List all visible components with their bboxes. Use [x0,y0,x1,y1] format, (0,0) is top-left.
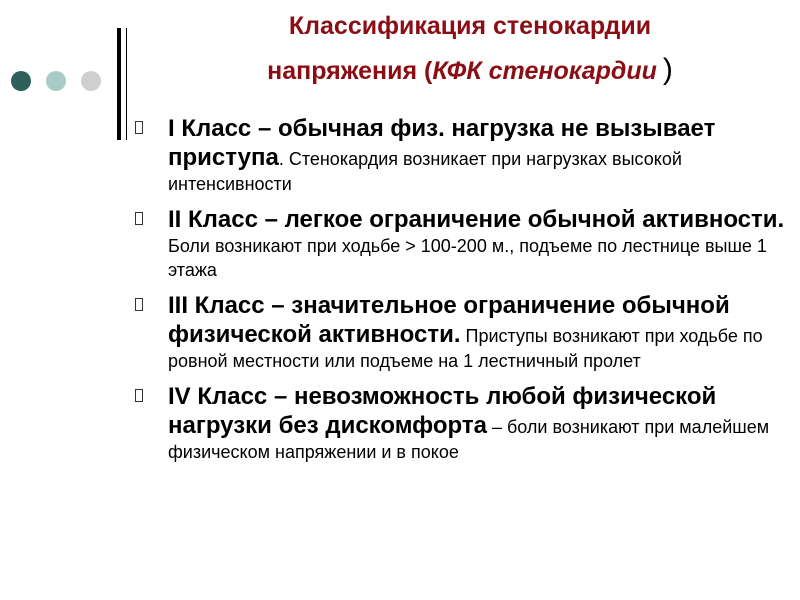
gray-dot [81,71,101,91]
light-teal-dot [46,71,66,91]
class-description: – боли возникают при малейшем физическом напряжении и в покое [168,417,770,462]
class-description: Приступы возникают при ходьбе по ровной местности или подъеме на 1 лестничный пролет [168,326,763,371]
title-line-2 [150,48,790,93]
class-heading: I Класс – обычная физ. нагрузка не вызывает приступа [168,115,716,171]
list-item-class-3 [135,291,785,373]
hollow-square-icon [135,298,143,311]
list-item-class-2 [135,205,785,282]
list-item-class-4 [135,382,785,464]
class-heading: II Класс – легкое ограничение обычной активности. [168,206,785,233]
class-description: . Стенокардия возникает при нагрузках высокой интенсивности [168,149,682,194]
title-closing-paren: ) [662,53,673,86]
hollow-square-icon [135,121,143,134]
class-description: Боли возникают при ходьбе > 100-200 м., подъеме по лестнице выше 1 этажа [168,236,767,280]
hollow-square-icon [135,212,143,225]
class-heading: IV Класс – невозможность любой физической нагрузки без дискомфорта [168,383,717,439]
class-heading: III Класс – значительное ограничение обычной физической активности. [168,292,730,348]
title-line-2-italic: КФК стенокардии [432,57,657,85]
hollow-square-icon [135,389,143,402]
class-list [135,114,785,473]
slide-title [150,4,790,93]
vertical-divider-thick [117,28,121,140]
vertical-divider-thin [126,28,127,140]
list-item-class-1 [135,114,785,196]
title-line-1: Классификация стенокардии [288,12,652,40]
title-line-2-plain: напряжения ( [267,57,433,85]
teal-dot [11,71,31,91]
